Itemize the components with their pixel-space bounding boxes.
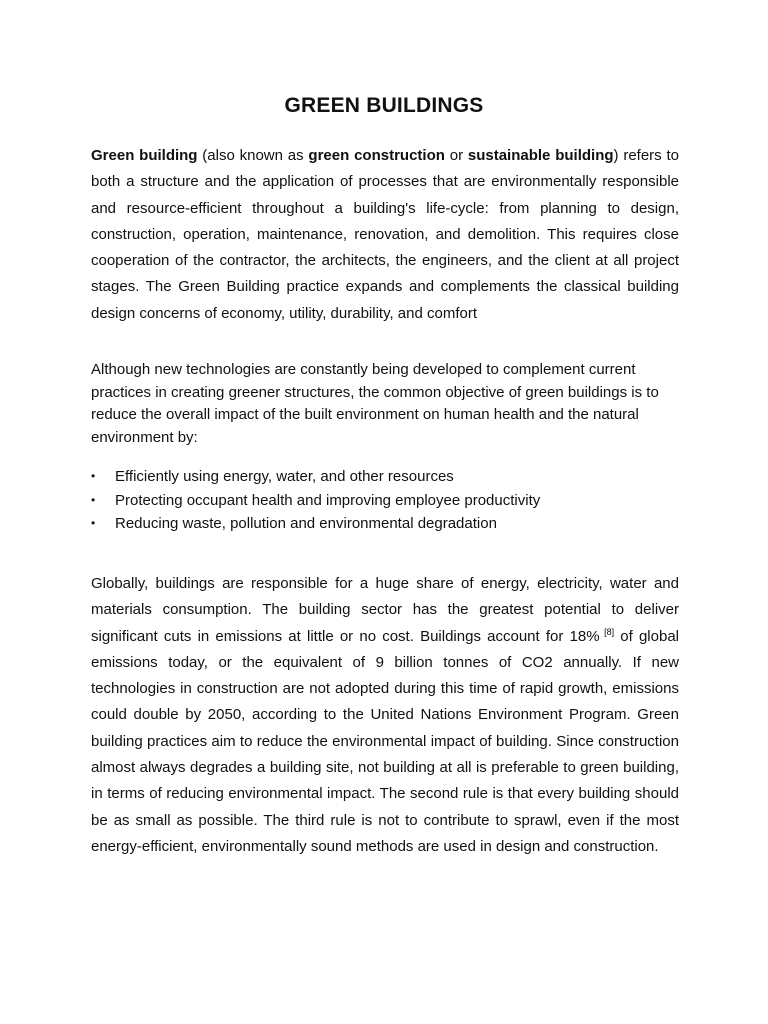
bullet-icon: • [91,492,96,507]
term-green-construction: green construction [308,147,445,164]
document-title: GREEN BUILDINGS [284,94,484,117]
term-sustainable-building: sustainable building [467,147,614,164]
p1-text-3: ) refers to both a structure and the application of processes that are environmentally responsible and resource-efficient throughout a building's life-cycle: from planning to design, construction, operation, maintenance, renovation, and demolition. This requires close cooperation of the contractor, the architects, the engineers, and the client at all project stages. The Green Building practice expands and complements the classical building design concerns of economy, utility, durability, and comfort [91,147,679,322]
paragraph-objective: Although new technologies are constantly being developed to complement current practices in creating greener structures, the common objective of green buildings is to reduce the overall impact of the built environment on human health and the natural environment by: [91,361,659,446]
bullet-list [91,465,691,536]
p1-text-2: or [444,147,468,164]
bullet-icon: • [91,469,96,483]
bullet-text: Protecting occupant health and improving employee productivity [115,491,541,509]
paragraph-definition [91,143,679,327]
paragraph-global-impact [91,571,679,860]
list-item [91,465,691,489]
bullet-text: Efficiently using energy, water, and other resources [115,468,454,485]
list-item [91,512,691,536]
bullet-text: Reducing waste, pollution and environmental degradation [115,515,497,532]
p3-text-after: of global emissions today, or the equivalent of 9 billion tonnes of CO2 annually. If new technologies in construction are not adopted during this time of rapid growth, emissions could double by 2050, according to the United Nations Environment Program. Green building practices aim to reduce the environmental impact of building. Since construction almost always degrades a building site, not building at all is preferable to green building, in terms of reducing environmental impact. The second rule is that every building should be as small as possible. The third rule is not to contribute to sprawl, even if the most energy-efficient, environmentally sound methods are used in design and construction. [91,627,679,855]
bullet-icon: • [91,516,96,530]
citation-link[interactable]: [8] [599,626,615,637]
list-item [91,489,691,513]
term-green-building: Green building [91,147,198,164]
p1-text-1: (also known as [197,147,309,164]
p3-text-before: Globally, buildings are responsible for a huge share of energy, electricity, water and materials consumption. The building sector has the greatest potential to deliver significant cuts in emissions at little or no cost. Buildings account for 18% [91,575,679,645]
